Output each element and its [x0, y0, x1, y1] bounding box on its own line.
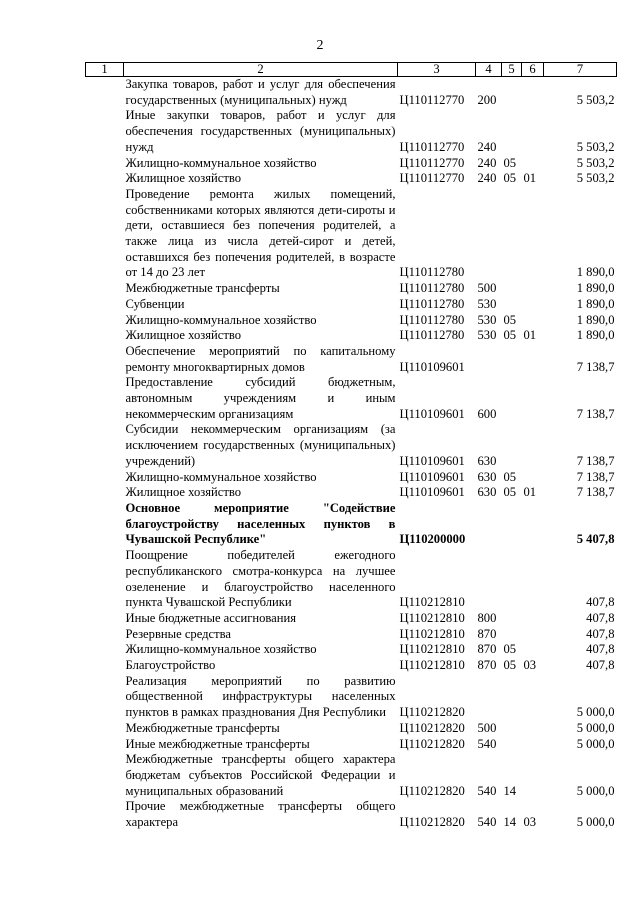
row-name: Межбюджетные трансферты: [125, 281, 280, 296]
table-row: [86, 328, 617, 344]
row-col5: 14: [503, 783, 517, 798]
row-amount: 5 503,2: [576, 171, 615, 186]
row-code: Ц110212810: [399, 595, 465, 610]
row-col5: [502, 627, 522, 643]
blank-cell: [86, 611, 124, 627]
row-name: Поощрение победителей ежегодного республиканского смотра-конкурса на лучшее озеленение и благоустройство населенного пункта Чувашской Республики: [125, 548, 396, 610]
row-col4: [476, 674, 502, 721]
table-row: [86, 721, 617, 737]
row-col5: 05: [503, 171, 517, 186]
row-col6: 03: [523, 658, 537, 673]
row-code: Ц110212810: [399, 626, 465, 641]
table-row: [86, 171, 617, 187]
row-code: Ц110212820: [399, 705, 465, 720]
row-col6: [522, 108, 544, 155]
row-code: Ц110109601: [399, 469, 465, 484]
blank-cell: [86, 674, 124, 721]
row-col4: 500: [477, 281, 497, 296]
row-name: Предоставление субсидий бюджетным, автономным учреждениям и иным некоммерческим организациям: [125, 375, 396, 421]
row-col4: 870: [477, 626, 497, 641]
row-amount: 5 503,2: [576, 92, 615, 107]
row-col5: [502, 375, 522, 422]
table-row: [86, 501, 617, 548]
row-amount: 407,8: [586, 626, 615, 641]
blank-cell: [86, 752, 124, 799]
row-name: Прочие межбюджетные трансферты общего характера: [125, 799, 396, 830]
blank-cell: [86, 108, 124, 155]
row-col4: 630: [477, 469, 497, 484]
table-row: [86, 156, 617, 172]
row-col5: 05: [503, 485, 517, 500]
blank-cell: [86, 328, 124, 344]
row-amount: 7 138,7: [576, 406, 615, 421]
row-col5: [502, 77, 522, 109]
row-col5: [502, 611, 522, 627]
row-code: Ц110212820: [399, 736, 465, 751]
blank-cell: [86, 627, 124, 643]
row-amount: 1 890,0: [576, 328, 615, 343]
blank-cell: [86, 721, 124, 737]
row-col5: [502, 281, 522, 297]
row-code: Ц110212810: [399, 642, 465, 657]
row-amount: 7 138,7: [576, 359, 615, 374]
row-col6: [522, 77, 544, 109]
table-row: [86, 611, 617, 627]
row-code: Ц110112770: [399, 139, 465, 154]
table-row: [86, 375, 617, 422]
row-name: Межбюджетные трансферты общего характера бюджетам субъектов Российской Федерации и муниципальных образований: [125, 752, 396, 798]
row-col6: [522, 281, 544, 297]
row-col4: 870: [477, 642, 497, 657]
row-code: Ц110109601: [399, 453, 465, 468]
row-amount: 5 000,0: [576, 720, 615, 735]
row-col4: 530: [477, 312, 497, 327]
row-col6: [522, 752, 544, 799]
row-col6: [522, 737, 544, 753]
budget-table: [85, 62, 617, 831]
row-code: Ц110112780: [399, 328, 465, 343]
table-row: [86, 548, 617, 611]
blank-cell: [86, 737, 124, 753]
row-col4: 870: [477, 658, 497, 673]
row-code: Ц110109601: [399, 406, 465, 421]
row-col6: [522, 297, 544, 313]
blank-cell: [86, 375, 124, 422]
page-number: 2: [316, 38, 324, 53]
table-row: [86, 313, 617, 329]
row-amount: 5 503,2: [576, 155, 615, 170]
table-row: [86, 344, 617, 375]
row-col5: [502, 548, 522, 611]
row-col6: [522, 156, 544, 172]
table-row: [86, 281, 617, 297]
row-code: Ц110212820: [399, 783, 465, 798]
row-col6: 01: [523, 485, 537, 500]
blank-cell: [86, 501, 124, 548]
header-cell: 5: [502, 63, 522, 77]
row-name: Реализация мероприятий по развитию общественной инфраструктуры населенных пунктов в рамках празднования Дня Республики: [125, 673, 396, 720]
row-name: Обеспечение мероприятий по капитальному ремонту многоквартирных домов: [125, 343, 396, 374]
row-col5: [502, 674, 522, 721]
row-code: Ц110112770: [399, 171, 465, 186]
row-code: Ц110112780: [399, 265, 465, 280]
row-col5: 05: [503, 469, 517, 484]
row-name: Проведение ремонта жилых помещений, собственниками которых являются дети-сироты и дети, оставшиеся без попечения родителей, а также лица из числа детей-сирот и детей, оставшихся без попечения родителей, в возрасте от 14 до 23 лет: [125, 186, 396, 280]
row-code: Ц110112780: [399, 312, 465, 327]
row-col4: 540: [477, 783, 497, 798]
blank-cell: [86, 281, 124, 297]
blank-cell: [86, 187, 124, 281]
row-col5: [502, 422, 522, 469]
blank-cell: [86, 313, 124, 329]
row-col5: 05: [503, 312, 517, 327]
blank-cell: [86, 642, 124, 658]
table-row: [86, 187, 617, 281]
row-name: Субвенции: [125, 296, 185, 311]
row-code: Ц110109601: [399, 359, 465, 374]
row-amount: 1 890,0: [576, 265, 615, 280]
row-name: Иные межбюджетные трансферты: [125, 736, 310, 751]
row-code: Ц110112770: [399, 92, 465, 107]
blank-cell: [86, 422, 124, 469]
row-code: Ц110212810: [399, 610, 465, 625]
row-amount: 407,8: [586, 610, 615, 625]
row-col5: [502, 737, 522, 753]
row-col6: [522, 548, 544, 611]
row-col6: [522, 344, 544, 375]
row-name: Жилищное хозяйство: [125, 171, 242, 186]
row-code: Ц110200000: [399, 532, 466, 547]
row-col4: 200: [477, 92, 497, 107]
row-col4: [476, 548, 502, 611]
row-col6: [522, 470, 544, 486]
row-amount: 407,8: [586, 642, 615, 657]
row-col5: [502, 187, 522, 281]
row-amount: 5 407,8: [576, 532, 615, 547]
blank-cell: [86, 171, 124, 187]
row-amount: 5 000,0: [576, 736, 615, 751]
row-code: Ц110212820: [399, 720, 465, 735]
table-row: [86, 658, 617, 674]
row-col5: [502, 501, 522, 548]
row-amount: 5 000,0: [576, 815, 615, 830]
row-name: Закупка товаров, работ и услуг для обеспечения государственных (муниципальных) нужд: [125, 77, 396, 107]
blank-cell: [86, 344, 124, 375]
row-name: Благоустройство: [125, 658, 216, 673]
row-col5: 05: [503, 328, 517, 343]
row-col4: 530: [477, 328, 497, 343]
row-col4: 240: [477, 155, 497, 170]
row-amount: 5 000,0: [576, 705, 615, 720]
row-col6: [522, 422, 544, 469]
table-row: [86, 642, 617, 658]
row-amount: 407,8: [586, 595, 615, 610]
header-cell: 7: [544, 63, 617, 77]
table-row: [86, 77, 617, 109]
table-row: [86, 627, 617, 643]
row-name: Межбюджетные трансферты: [125, 720, 280, 735]
row-amount: 5 503,2: [576, 139, 615, 154]
table-row: [86, 470, 617, 486]
row-name: Иные закупки товаров, работ и услуг для обеспечения государственных (муниципальных) нужд: [125, 108, 396, 154]
row-col4: [476, 501, 502, 548]
header-cell: 2: [124, 63, 398, 77]
row-col4: 500: [477, 720, 497, 735]
header-row: [86, 63, 617, 77]
row-name: Жилищное хозяйство: [125, 485, 242, 500]
table-row: [86, 752, 617, 799]
row-col4: 240: [477, 171, 497, 186]
row-name: Жилищно-коммунальное хозяйство: [125, 155, 317, 170]
row-amount: 7 138,7: [576, 453, 615, 468]
table-row: [86, 737, 617, 753]
row-col6: [522, 501, 544, 548]
row-col6: [522, 313, 544, 329]
row-col5: [502, 721, 522, 737]
table-row: [86, 674, 617, 721]
row-col5: 05: [503, 155, 517, 170]
row-code: Ц110212810: [399, 658, 465, 673]
row-amount: 7 138,7: [576, 469, 615, 484]
row-name: Основное мероприятие "Содействие благоустройству населенных пунктов в Чувашской Республике": [125, 500, 396, 547]
row-code: Ц110212820: [399, 815, 465, 830]
table-row: [86, 422, 617, 469]
header-cell: 4: [476, 63, 502, 77]
row-col6: 03: [523, 815, 537, 830]
row-col5: 05: [503, 658, 517, 673]
row-col5: [502, 344, 522, 375]
row-col5: [502, 297, 522, 313]
row-col6: [522, 611, 544, 627]
row-name: Жилищно-коммунальное хозяйство: [125, 642, 317, 657]
row-col4: 530: [477, 296, 497, 311]
row-col6: [522, 642, 544, 658]
header-cell: 6: [522, 63, 544, 77]
row-name: Иные бюджетные ассигнования: [125, 610, 297, 625]
row-col4: 240: [477, 139, 497, 154]
row-name: Резервные средства: [125, 626, 232, 641]
row-name: Жилищное хозяйство: [125, 328, 242, 343]
row-code: Ц110109601: [399, 485, 465, 500]
row-col4: [476, 187, 502, 281]
row-col4: 800: [477, 610, 497, 625]
header-cell: 3: [398, 63, 476, 77]
row-name: Жилищно-коммунальное хозяйство: [125, 312, 317, 327]
row-code: Ц110112780: [399, 281, 465, 296]
blank-cell: [86, 297, 124, 313]
header-cell: 1: [86, 63, 124, 77]
row-amount: 7 138,7: [576, 485, 615, 500]
row-col4: 630: [477, 485, 497, 500]
blank-cell: [86, 485, 124, 501]
blank-cell: [86, 658, 124, 674]
row-col6: 01: [523, 328, 537, 343]
row-col6: [522, 627, 544, 643]
row-col5: 14: [503, 815, 517, 830]
blank-cell: [86, 77, 124, 109]
row-col5: 05: [503, 642, 517, 657]
row-col4: 630: [477, 453, 497, 468]
row-col4: [476, 344, 502, 375]
row-col6: [522, 375, 544, 422]
table-row: [86, 297, 617, 313]
row-name: Субсидии некоммерческим организациям (за исключением государственных (муниципальных) учреждений): [125, 422, 396, 468]
blank-cell: [86, 470, 124, 486]
row-code: Ц110112780: [399, 296, 465, 311]
row-col4: 540: [477, 815, 497, 830]
table-row: [86, 108, 617, 155]
blank-cell: [86, 799, 124, 830]
row-col6: [522, 187, 544, 281]
row-amount: 5 000,0: [576, 783, 615, 798]
row-col6: 01: [523, 171, 537, 186]
row-name: Жилищно-коммунальное хозяйство: [125, 469, 317, 484]
row-col4: 540: [477, 736, 497, 751]
table-row: [86, 799, 617, 830]
row-amount: 1 890,0: [576, 281, 615, 296]
row-col6: [522, 674, 544, 721]
row-col6: [522, 721, 544, 737]
row-amount: 1 890,0: [576, 312, 615, 327]
blank-cell: [86, 548, 124, 611]
row-amount: 1 890,0: [576, 296, 615, 311]
row-col5: [502, 108, 522, 155]
blank-cell: [86, 156, 124, 172]
row-code: Ц110112770: [399, 155, 465, 170]
table-row: [86, 485, 617, 501]
row-col4: 600: [477, 406, 497, 421]
row-amount: 407,8: [586, 658, 615, 673]
